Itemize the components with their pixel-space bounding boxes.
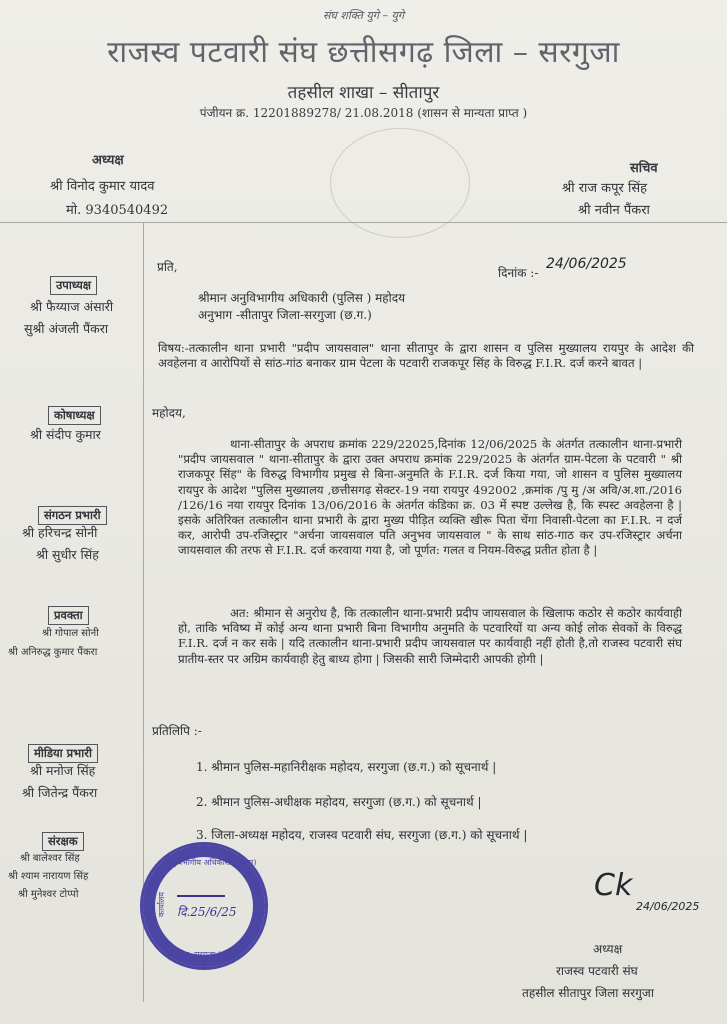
signoff-org: राजस्व पटवारी संघ	[556, 964, 638, 978]
media-2: श्री जितेन्द्र पैंकरा	[22, 785, 98, 800]
paragraph-2: अत: श्रीमान से अनुरोध है, कि तत्कालीन थाना-प्रभारी प्रदीप जायसवाल के खिलाफ कठोर से कठोर कार्यवाही हो, ताकि भविष्य में कोई अन्य थाना प्रभारी बिना विभागीय अनुमति के पटवारियों या अन्य कोई लोक सेवकों के विरुद्ध F.I.R. दर्ज न कर सके | यदि तत्कालीन थाना-प्रभारी प्रदीप जायसवाल पर कार्यवाही नहीं होती है,तो राजस्व पटवारी संघ प्रातीय-स्तर पर अग्रिम कार्यवाही हेतु बाध्य होगा | जिसकी सारी जिम्मेदारी आपकी होगी |	[178, 606, 682, 666]
patron-label: संरक्षक	[42, 832, 84, 851]
organization-2: श्री सुधीर सिंह	[36, 547, 99, 562]
vice-president-label: उपाध्यक्ष	[50, 276, 97, 295]
patron-3: श्री मुनेश्वर टोप्पो	[18, 889, 79, 900]
media-label: मीडिया प्रभारी	[28, 744, 98, 763]
signature: Ck	[594, 868, 633, 903]
president-phone: मो. 9340540492	[66, 203, 169, 218]
secretary-label: सचिव	[630, 161, 658, 176]
media-1: श्री मनोज सिंह	[30, 763, 96, 778]
header-divider	[0, 222, 727, 223]
registration-number: पंजीयन क्र. 12201889278/ 21.08.2018 (शासन से मान्यता प्राप्त )	[199, 106, 528, 120]
stamp-ring-text: अनुविभागीय अधिकारी (पुलिस)	[165, 858, 257, 867]
date-label: दिनांक :-	[498, 266, 539, 280]
copy-label: प्रतिलिपि :-	[152, 724, 202, 738]
signature-date: 24/06/2025	[636, 900, 700, 913]
president-label: अध्यक्ष	[92, 153, 124, 168]
signoff-place: तहसील सीतापुर जिला सरगुजा	[522, 986, 654, 1000]
motto: संघ शक्ति युगे – युगे	[322, 9, 405, 22]
treasurer-label: कोषाध्यक्ष	[48, 406, 101, 425]
secretary-name-1: श्री राज कपूर सिंह	[562, 181, 648, 196]
secretary-name-2: श्री नवीन पैंकरा	[578, 203, 650, 218]
patron-1: श्री बालेश्वर सिंह	[20, 853, 80, 864]
stamp-left-text: कार्यालय	[157, 892, 166, 917]
organization-label: संगठन प्रभारी	[38, 506, 107, 525]
salutation: महोदय,	[152, 406, 186, 420]
spokesperson-2: श्री अनिरुद्ध कुमार पैंकरा	[8, 647, 98, 658]
branch-name: तहसील शाखा – सीतापुर	[287, 83, 440, 103]
date-value: 24/06/2025	[546, 256, 627, 272]
addressee-line-1: श्रीमान अनुविभागीय अधिकारी (पुलिस ) महोदय	[198, 291, 406, 305]
stamp-initial-scribble	[177, 885, 225, 897]
stamp-bottom-text: सीतापुर, सरगुजा (छ.ग.)	[167, 950, 240, 959]
signoff-role: अध्यक्ष	[593, 942, 623, 956]
vice-president-1: श्री फैय्याज अंसारी	[30, 299, 114, 314]
copy-item-3: 3. जिला-अध्यक्ष महोदय, राजस्व पटवारी संघ, सरगुजा (छ.ग.) को सूचनार्थ |	[196, 828, 528, 842]
organization-1: श्री हरिचन्द्र सोनी	[22, 525, 98, 540]
addressee-line-2: अनुभाग -सीतापुर जिला-सरगुजा (छ.ग.)	[198, 308, 372, 322]
letterhead-title: राजस्व पटवारी संघ छत्तीसगढ़ जिला – सरगुजा	[107, 35, 620, 70]
president-name: श्री विनोद कुमार यादव	[50, 179, 155, 194]
subject: विषय:-तत्कालीन थाना प्रभारी "प्रदीप जायसवाल" थाना सीतापुर के द्वारा शासन व पुलिस मुख्यालय रायपुर के आदेश की अवहेलना व आरोपियों से सांठ-गांठ बनाकर ग्राम पेटला के पटवारी राजकपूर सिंह के विरुद्ध F.I.R. दर्ज करने बावत |	[158, 341, 694, 371]
copy-item-1: 1. श्रीमान पुलिस-महानिरीक्षक महोदय, सरगुजा (छ.ग.) को सूचनार्थ |	[196, 760, 497, 774]
patron-2: श्री श्याम नारायण सिंह	[8, 871, 89, 882]
stamp-receipt-date: दि.25/6/25	[177, 905, 237, 919]
vice-president-2: सुश्री अंजली पैंकरा	[24, 321, 109, 336]
spokesperson-1: श्री गोपाल सोनी	[42, 628, 99, 639]
treasurer-name: श्री संदीप कुमार	[30, 427, 101, 442]
to-line: प्रति,	[157, 260, 178, 274]
official-stamp	[140, 842, 268, 970]
paragraph-1: थाना-सीतापुर के अपराध क्रमांक 229/22025,दिनांक 12/06/2025 के अंतर्गत तत्कालीन थाना-प्रभारी "प्रदीप जायसवाल " थाना-सीतापुर के द्वारा उक्त अपराध क्रमांक 229/2025 के अंतर्गत ग्राम-पेटला के पटवारी " श्री राजकपूर सिंह" के विरुद्ध विभागीय प्रमुख से बिना-अनुमति के F.I.R. दर्ज किया गया, जो शासन व पुलिस मुख्यालय रायपुर के आदेश "पुलिस मुख्यालय ,छत्तीसगढ़ सेक्टर-19 नया रायपुर 492002 ,क्रमांक /पु मु /अ अवि/अ.शा./2016 /126/16 नया रायपुर दिनांक 13/06/2016 के अंतर्गत कंडिका क्र. 03 में स्पष्ट उल्लेख है, कि स्पस्ट अवहेलना है | इसके अतिरिक्त तत्कालीन थाना प्रभारी के द्वारा मुख्य पीड़ित व्यक्ति खीरू पिता चेंगा निवासी-पेटला का F.I.R. न दर्ज कर, आरोपी उप-रजिस्ट्रार "अर्चना जायसवाल पति अनुभव जायसवाल " के साथ सांठ-गाठ कर उप-रजिस्ट्रार अर्चना जायसवाल की तरफ से F.I.R. दर्ज करवाया गया है, जो पूर्णत: गलत व नियम-विरुद्ध प्रतीत होता है |	[178, 437, 682, 558]
copy-item-2: 2. श्रीमान पुलिस-अधीक्षक महोदय, सरगुजा (छ.ग.) को सूचनार्थ |	[196, 795, 482, 809]
spokesperson-label: प्रवक्ता	[48, 606, 89, 625]
